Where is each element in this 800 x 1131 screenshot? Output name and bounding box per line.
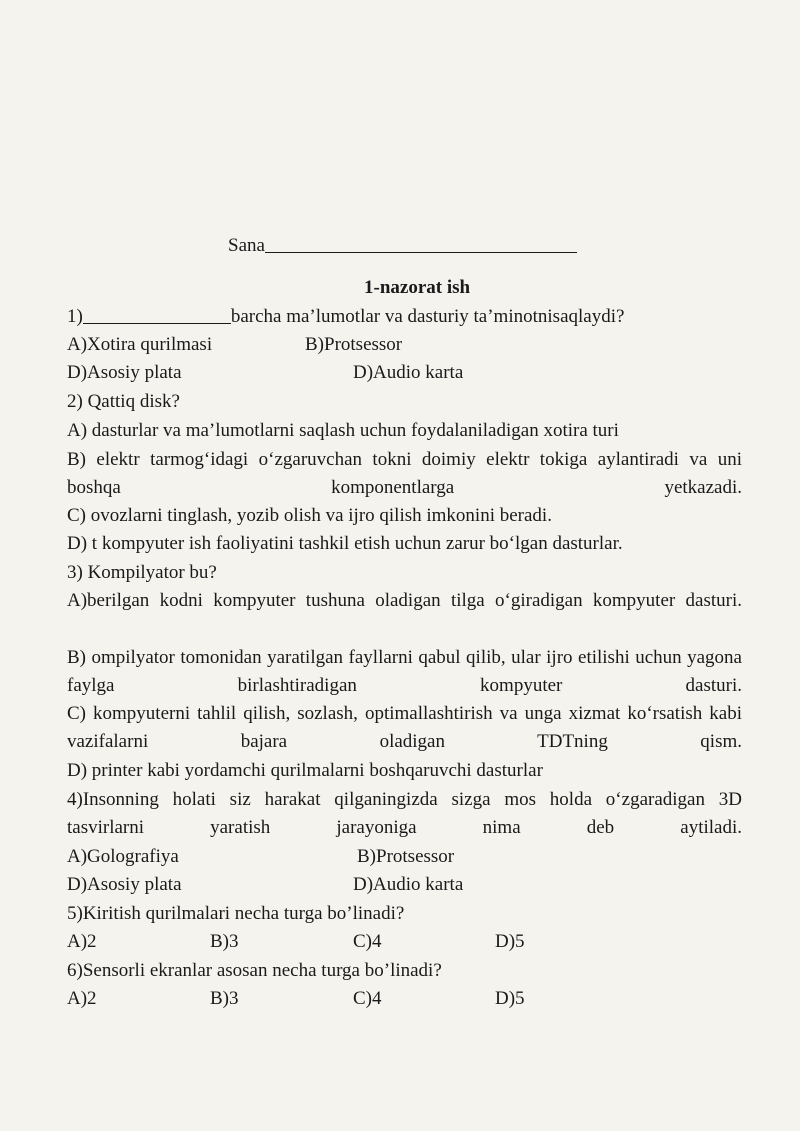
q3-option-b: B) ompilyator tomonidan yaratilgan fayllarni qabul qilib, ular ijro etilishi uchun yagona faylga birlashtiradigan kompyuter dasturi.: [67, 647, 742, 696]
q1-option-d: D)Audio karta: [353, 362, 464, 383]
question-1-blank: [83, 303, 231, 324]
question-5: 5)Kiritish qurilmalari necha turga bo’linadi?: [67, 903, 405, 924]
page-title: 1-nazorat ish: [364, 277, 471, 298]
q1-option-a: A)Xotira qurilmasi: [67, 334, 213, 355]
q3-option-c: C) kompyuterni tahlil qilish, sozlash, optimallashtirish va unga xizmat ko‘rsatish kabi vazifalarni bajara oladigan TDTning qism.: [67, 703, 742, 752]
q2-option-b: B) elektr tarmog‘idagi o‘zgaruvchan tokni doimiy elektr tokiga aylantiradi va uni boshqa komponentlarga yetkazadi.: [67, 449, 742, 498]
question-4: 4)Insonning holati siz harakat qilganingizda sizga mos holda o‘zgaradigan 3D tasvirlarni yaratish jarayoniga nima deb aytiladi.: [67, 789, 742, 838]
q6-option-a: A)2: [67, 988, 97, 1009]
q3-option-a: A)berilgan kodni kompyuter tushuna oladigan tilga o‘giradigan kompyuter dasturi.: [67, 590, 742, 611]
q6-option-b: B)3: [210, 988, 239, 1009]
q1-option-b: B)Protsessor: [305, 334, 403, 355]
date-label: Sana: [228, 235, 265, 256]
q6-option-d: D)5: [495, 988, 525, 1009]
q5-option-d: D)5: [495, 931, 525, 952]
q4-option-a: A)Golografiya: [67, 846, 179, 867]
question-1-text: barcha ma’lumotlar va dasturiy ta’minotnisaqlaydi?: [230, 306, 625, 327]
question-6: 6)Sensorli ekranlar asosan necha turga bo’linadi?: [67, 960, 442, 981]
q2-option-d: D) t kompyuter ish faoliyatini tashkil etish uchun zarur bo‘lgan dasturlar.: [67, 533, 623, 554]
q2-option-a: A) dasturlar va ma’lumotlarni saqlash uchun foydalaniladigan xotira turi: [67, 420, 619, 441]
q5-option-a: A)2: [67, 931, 97, 952]
q4-option-b: B)Protsessor: [357, 846, 455, 867]
q2-option-c: C) ovozlarni tinglash, yozib olish va ijro qilish imkonini beradi.: [67, 505, 552, 526]
date-line: [228, 232, 577, 260]
date-blank: [265, 232, 577, 253]
q4-option-c: D)Asosiy plata: [67, 874, 182, 895]
q3-option-d: D) printer kabi yordamchi qurilmalarni boshqaruvchi dasturlar: [67, 760, 543, 781]
question-1-number: 1): [67, 306, 83, 327]
q4-option-d: D)Audio karta: [353, 874, 464, 895]
question-2: 2) Qattiq disk?: [67, 391, 180, 412]
q1-option-c: D)Asosiy plata: [67, 362, 182, 383]
q6-option-c: C)4: [353, 988, 382, 1009]
q5-option-b: B)3: [210, 931, 239, 952]
q5-option-c: C)4: [353, 931, 382, 952]
question-1: [67, 303, 624, 331]
question-3: 3) Kompilyator bu?: [67, 562, 217, 583]
